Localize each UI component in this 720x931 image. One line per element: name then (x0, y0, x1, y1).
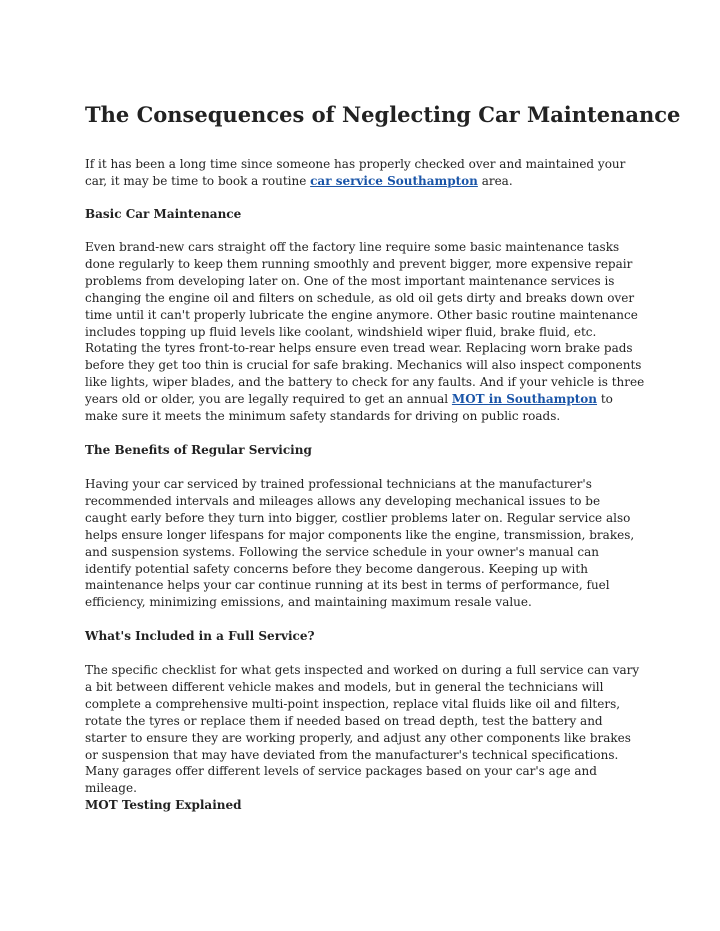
full-service-text: The specific checklist for what gets inspected and worked on during a full service can vary a bit between different vehicle makes and models, but in general the technicians will complete a comprehensive multi-point inspection, replace vital fluids like oil and filters, rotate the tyres or replace them if needed based on tread depth, test the battery and starter to ensure they are working properly, and adjust any other components like brakes or suspension that may have deviated from the manufacturer's technical specifications. Many garages offer different levels of service packages based on your car's age and mileage. (85, 663, 640, 796)
intro-text: If it has been a long time since someone has properly checked over and maintained your car, it may be time to book a routine (85, 157, 626, 188)
mot-in-southampton-link[interactable]: MOT in Southampton (451, 392, 598, 407)
basic-maintenance-text: Even brand-new cars straight off the factory line require some basic maintenance tasks done regularly to keep them running smoothly and prevent bigger, more expensive repair problems from developing later on. One of the most important maintenance services is changing the engine oil and filters on schedule, as old oil gets dirty and breaks down over time until it can't properly lubricate the engine anymore. Other basic routine maintenance includes topping up fluid levels like coolant, windshield wiper fluid, brake fluid, etc. Rotating the tyres front-to-rear helps ensure even tread wear. Replacing worn brake pads before they get too thin is crucial for safe braking. Mechanics will also inspect components like lights, wiper blades, and the battery to check for any faults. And if your vehicle is three years old or older, you are legally required to get an annual (85, 240, 645, 407)
intro-text-end: area. (477, 173, 513, 188)
basic-maintenance-text-end: to make sure it meets the minimum safety standards for driving on public roads. (85, 392, 613, 424)
section-heading-basic-car-maintenance: Basic Car Maintenance (85, 207, 242, 221)
benefits-text: Having your car serviced by trained professional technicians at the manufacturer's recommended intervals and mileages allows any developing mechanical issues to be caught early before they turn into bigger, costlier problems later on. Regular service also helps ensure longer lifespans for major components like the engine, transmission, brakes, and suspension systems. Following the service schedule in your owner's manual can identify potential safety concerns before they become dangerous. Keeping up with maintenance helps your car continue running at its best in terms of performance, fuel efficiency, minimizing emissions, and maintaining maximum resale value. (85, 477, 635, 610)
section-heading-benefits-of-regular-servicing: The Benefits of Regular Servicing (85, 443, 312, 457)
section-body-basic-car-maintenance (85, 239, 645, 425)
section-body-whats-included-in-full-service (85, 662, 645, 797)
section-heading-mot-testing-explained: MOT Testing Explained (85, 798, 242, 812)
page-title: The Consequences of Neglecting Car Maintenance (85, 102, 681, 127)
car-service-southampton-link[interactable]: car service Southampton (310, 173, 478, 188)
intro-paragraph (85, 156, 645, 190)
section-heading-whats-included-in-full-service: What's Included in a Full Service? (85, 629, 315, 643)
section-body-benefits-of-regular-servicing (85, 476, 645, 611)
